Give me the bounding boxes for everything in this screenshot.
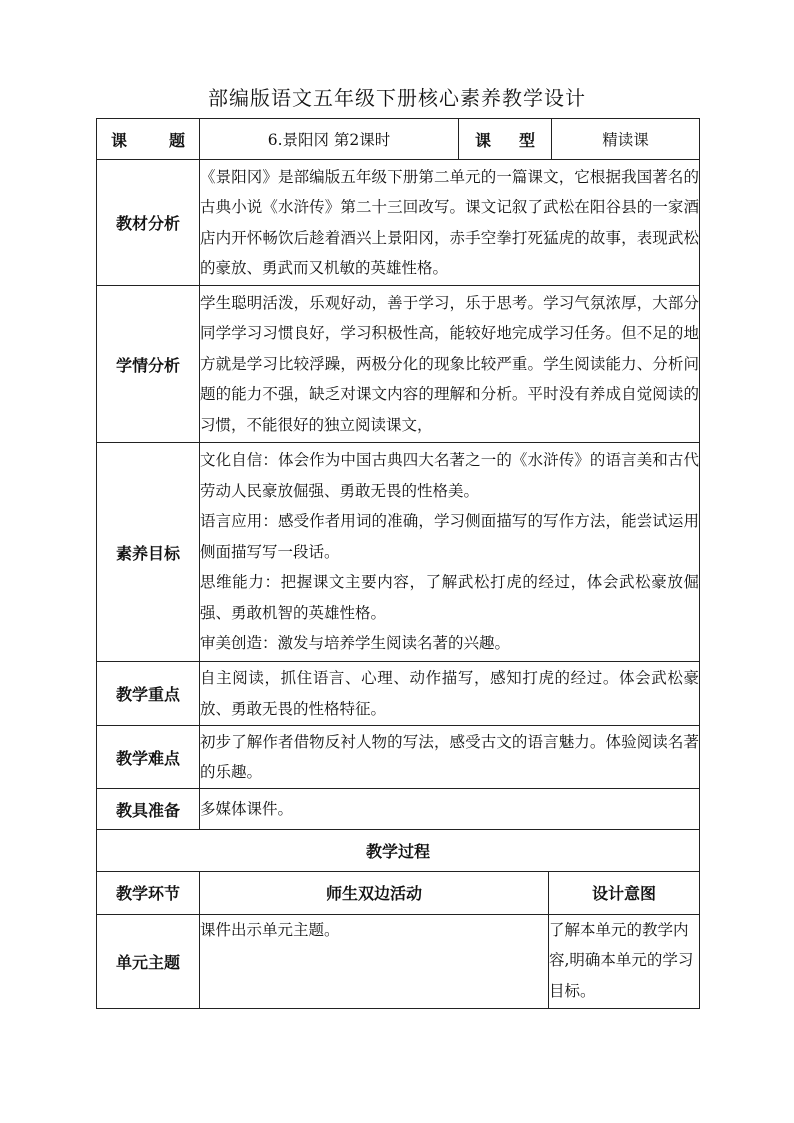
process-column-header-row xyxy=(97,872,700,914)
process-heading-row xyxy=(97,830,700,872)
process-table xyxy=(96,872,700,1009)
difficulties-row xyxy=(97,726,700,789)
materials-text: 多媒体课件。 xyxy=(200,789,700,830)
key-points-row xyxy=(97,662,700,726)
type-label-right: 型 xyxy=(518,130,535,150)
materials-label: 教具准备 xyxy=(97,789,200,830)
goal-item: 语言应用：感受作者用词的准确，学习侧面描写的写作方法，能尝试运用侧面描写写一段话。 xyxy=(200,512,699,561)
difficulties-label: 教学难点 xyxy=(97,726,200,789)
document-title: 部编版语文五年级下册核心素养教学设计 xyxy=(208,86,586,110)
goals-row xyxy=(97,443,700,662)
process-intent: 了解本单元的教学内容,明确本单元的学习目标。 xyxy=(549,914,700,1008)
process-stage: 单元主题 xyxy=(97,914,200,1008)
lesson-label-cell xyxy=(97,119,200,160)
textbook-analysis-text: 《景阳冈》是部编版五年级下册第二单元的一篇课文，它根据我国著名的古典小说《水浒传》第二十三回改写。课文记叙了武松在阳谷县的一家酒店内开怀畅饮后趁着酒兴上景阳冈，赤手空拳打死猛虎的故事，表现武松的豪放、勇武而又机敏的英雄性格。 xyxy=(200,160,700,286)
goal-item: 思维能力：把握课文主要内容，了解武松打虎的经过，体会武松豪放倔强、勇敢机智的英雄性格。 xyxy=(200,573,699,622)
goal-item: 文化自信：体会作为中国古典四大名著之一的《水浒传》的语言美和古代劳动人民豪放倔强、勇敢无畏的性格美。 xyxy=(200,451,699,500)
lesson-value: 6.景阳冈 第2课时 xyxy=(200,119,459,160)
process-col-stage: 教学环节 xyxy=(97,872,200,914)
process-row xyxy=(97,914,700,1008)
process-activity: 课件出示单元主题。 xyxy=(200,914,549,1008)
key-points-text: 自主阅读，抓住语言、心理、动作描写，感知打虎的经过。体会武松豪放、勇敢无畏的性格特征。 xyxy=(200,662,700,726)
type-label-cell xyxy=(459,119,552,160)
materials-row xyxy=(97,789,700,830)
process-heading: 教学过程 xyxy=(97,830,700,872)
lesson-plan-table xyxy=(96,118,700,872)
textbook-analysis-row xyxy=(97,160,700,286)
textbook-analysis-label: 教材分析 xyxy=(97,160,200,286)
lesson-label-left: 课 xyxy=(111,130,128,150)
student-analysis-label: 学情分析 xyxy=(97,286,200,443)
goals-text xyxy=(200,443,700,662)
student-analysis-row xyxy=(97,286,700,443)
type-label-left: 课 xyxy=(475,130,492,150)
type-value: 精读课 xyxy=(552,119,700,160)
lesson-header-row xyxy=(97,119,700,160)
difficulties-text: 初步了解作者借物反衬人物的写法，感受古文的语言魅力。体验阅读名著的乐趣。 xyxy=(200,726,700,789)
goal-item: 审美创造：激发与培养学生阅读名著的兴趣。 xyxy=(200,634,511,653)
student-analysis-text: 学生聪明活泼，乐观好动，善于学习，乐于思考。学习气氛浓厚，大部分同学学习习惯良好，学习积极性高，能较好地完成学习任务。但不足的地方就是学习比较浮躁，两极分化的现象比较严重。学生阅读能力、分析问题的能力不强，缺乏对课文内容的理解和分析。平时没有养成自觉阅读的习惯，不能很好的独立阅读课文， xyxy=(200,286,700,443)
lesson-label-right: 题 xyxy=(168,130,185,150)
goals-label: 素养目标 xyxy=(97,443,200,662)
process-col-activity: 师生双边活动 xyxy=(200,872,549,914)
process-col-intent: 设计意图 xyxy=(549,872,700,914)
key-points-label: 教学重点 xyxy=(97,662,200,726)
